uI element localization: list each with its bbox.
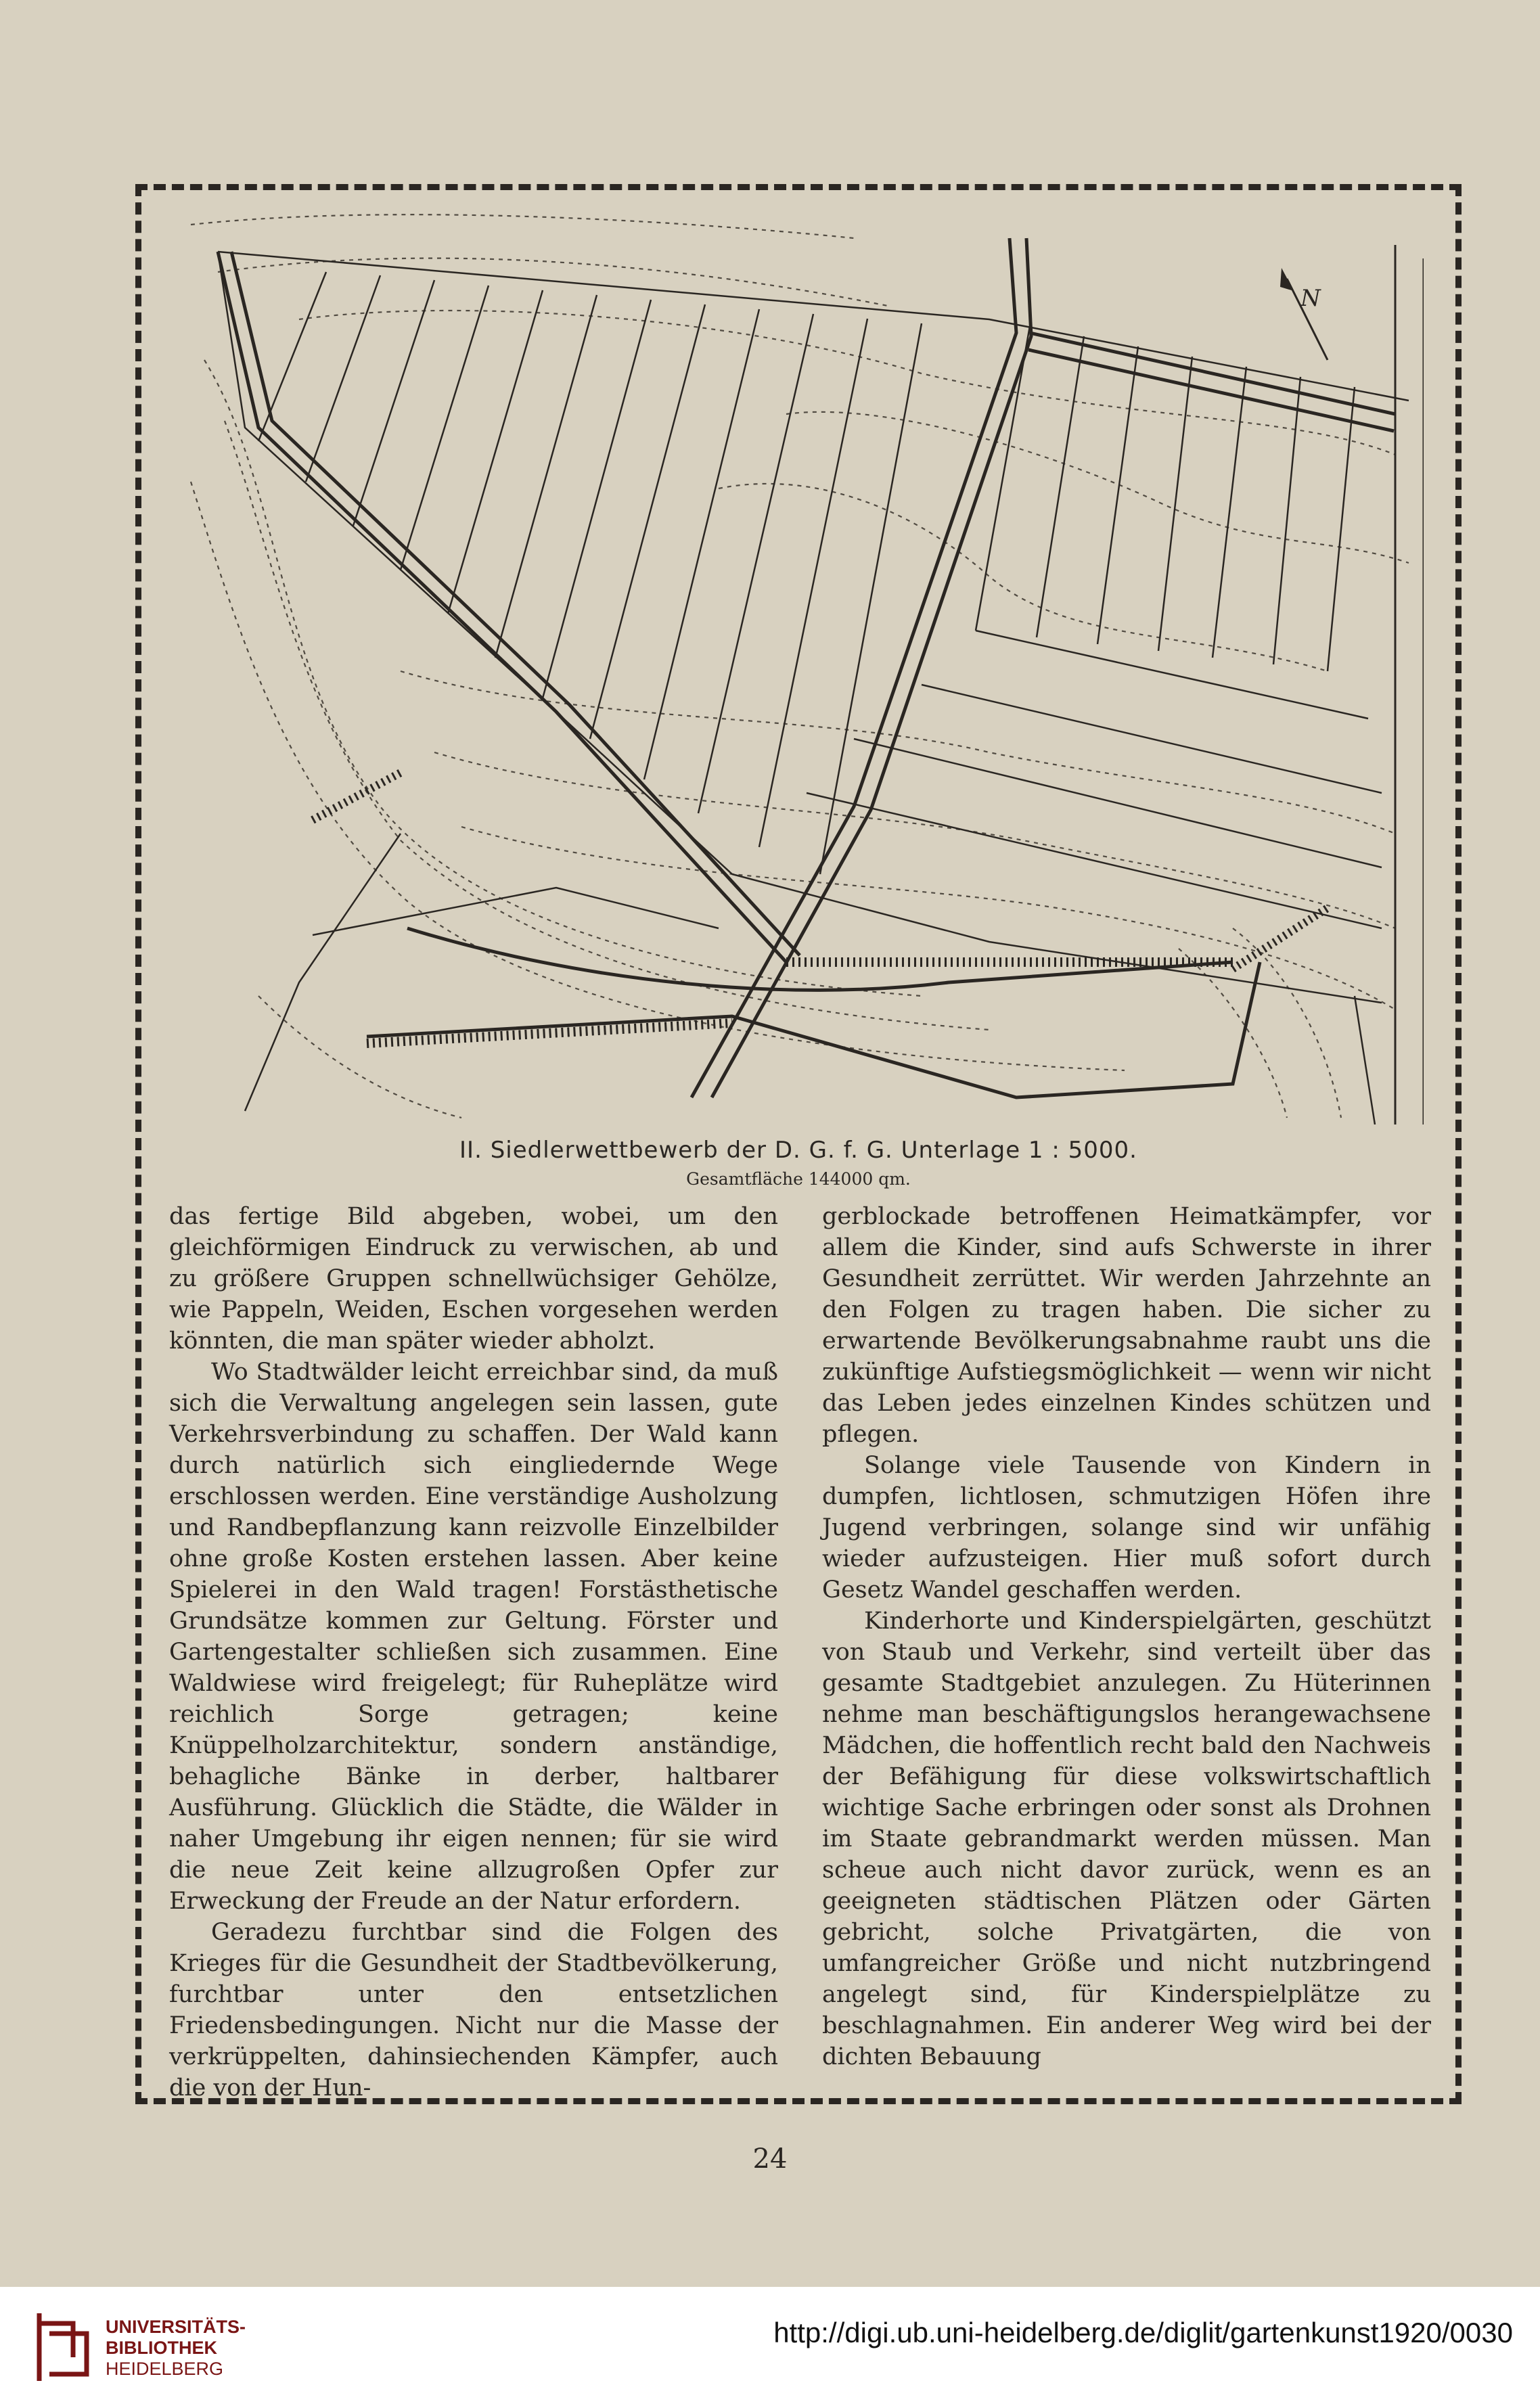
text-column-left xyxy=(169,1201,778,2104)
road-network xyxy=(218,238,1395,1097)
map-subcaption: Gesamtfläche 144000 qm. xyxy=(686,1169,911,1189)
library-line: HEIDELBERG xyxy=(106,2359,224,2379)
paragraph: gerblockade betroffenen Heimatkämpfer, vor allem die Kinder, sind aufs Schwerste in ihrer Gesundheit zerrüttet. Wir werden Jahrzehnte an den Folgen zu tragen haben. Die sicher zu erwartende Bevölkerungsabnahme raubt uns die zukünftige Aufstiegsmöglichkeit — wenn wir nicht das Leben jedes einzelnen Kindes schützen und pflegen. xyxy=(822,1203,1431,1448)
map-caption: II. Siedlerwettbewerb der D. G. f. G. Unterlage 1 : 5000. xyxy=(459,1137,1137,1164)
north-label: N xyxy=(1300,285,1321,312)
frame-right-edge xyxy=(1395,245,1424,1125)
library-line: BIBLIOTHEK xyxy=(106,2338,217,2358)
library-name xyxy=(106,2317,246,2380)
source-url-link[interactable]: http://digi.ub.uni-heidelberg.de/diglit/gartenkunst1920/0030 xyxy=(773,2317,1513,2348)
paragraph: Kinderhorte und Kinderspielgärten, geschützt von Staub und Verkehr, sind verteilt über das gesamte Stadtgebiet anzulegen. Zu Hüterinnen nehme man beschäftigungslos herangewachsene Mädchen, die hoffentlich recht bald den Nachweis der Befähigung für diese volkswirtschaftlich wichtige Sache erbringen oder sonst als Drohnen im Staate gebrandmarkt werden müssen. Man scheue auch nicht davor zurück, wenn es an geeigneten städtischen Plätzen oder Gärten gebricht, solche Privatgärten, die von umfangreicher Größe und nicht nutzbringend angelegt sind, für Kinderspielplätze zu beschlagnahmen. Ein anderer Weg wird bei der dichten Bebauung xyxy=(822,1608,1431,2070)
site-plan-map xyxy=(177,198,1424,1125)
library-line: UNIVERSITÄTS- xyxy=(106,2317,246,2337)
contour-lines xyxy=(191,214,1409,1118)
parcel-grid xyxy=(218,252,1409,1125)
text-column-right xyxy=(822,1201,1431,2072)
north-arrow xyxy=(1280,268,1328,360)
digitization-footer xyxy=(0,2287,1540,2408)
paragraph: Wo Stadtwälder leicht erreichbar sind, da muß sich die Verwaltung angelegen sein lassen, gute Verkehrsverbindung zu schaffen. Der Wald kann durch natürlich sich eingliedernde Wege erschlossen werden. Eine verständige Ausholzung und Randbepflanzung kann reizvolle Einzelbilder ohne große Kosten erstehen lassen. Aber keine Spielerei in den Wald tragen! Forstästhetische Grundsätze kommen zur Geltung. Förster und Gartengestalter schließen sich zusammen. Eine Waldwiese wird freigelegt; für Ruheplätze wird reichlich Sorge getragen; keine Knüppelholzarchitektur, sondern anständige, behagliche Bänke in derber, haltbarer Ausführung. Glücklich die Städte, die Wälder in naher Umgebung ihr eigen nennen; für sie wird die neue Zeit keine allzugroßen Opfer zur Erweckung der Freude an der Natur erfordern. xyxy=(169,1359,778,1915)
paragraph: das fertige Bild abgeben, wobei, um den gleichförmigen Eindruck zu verwischen, ab und zu größere Gruppen schnellwüchsiger Gehölze, wie Pappeln, Weiden, Eschen vorgesehen werden könnten, die man später wieder abholzt. xyxy=(169,1203,778,1355)
paragraph: Geradezu furchtbar sind die Folgen des Krieges für die Gesundheit der Stadtbevölkerung, furchtbar unter den entsetzlichen Friedensbedingungen. Nicht nur die Masse der verkrüppelten, dahinsiechenden Kämpfer, auch die von der Hun- xyxy=(169,1919,778,2102)
paragraph: Solange viele Tausende von Kindern in dumpfen, lichtlosen, schmutzigen Höfen ihre Jugend verbringen, solange sind wir unfähig wieder aufzusteigen. Hier muß sofort durch Gesetz Wandel geschaffen werden. xyxy=(822,1452,1431,1604)
page-number: 24 xyxy=(752,2143,788,2175)
library-logo-icon xyxy=(32,2310,93,2384)
